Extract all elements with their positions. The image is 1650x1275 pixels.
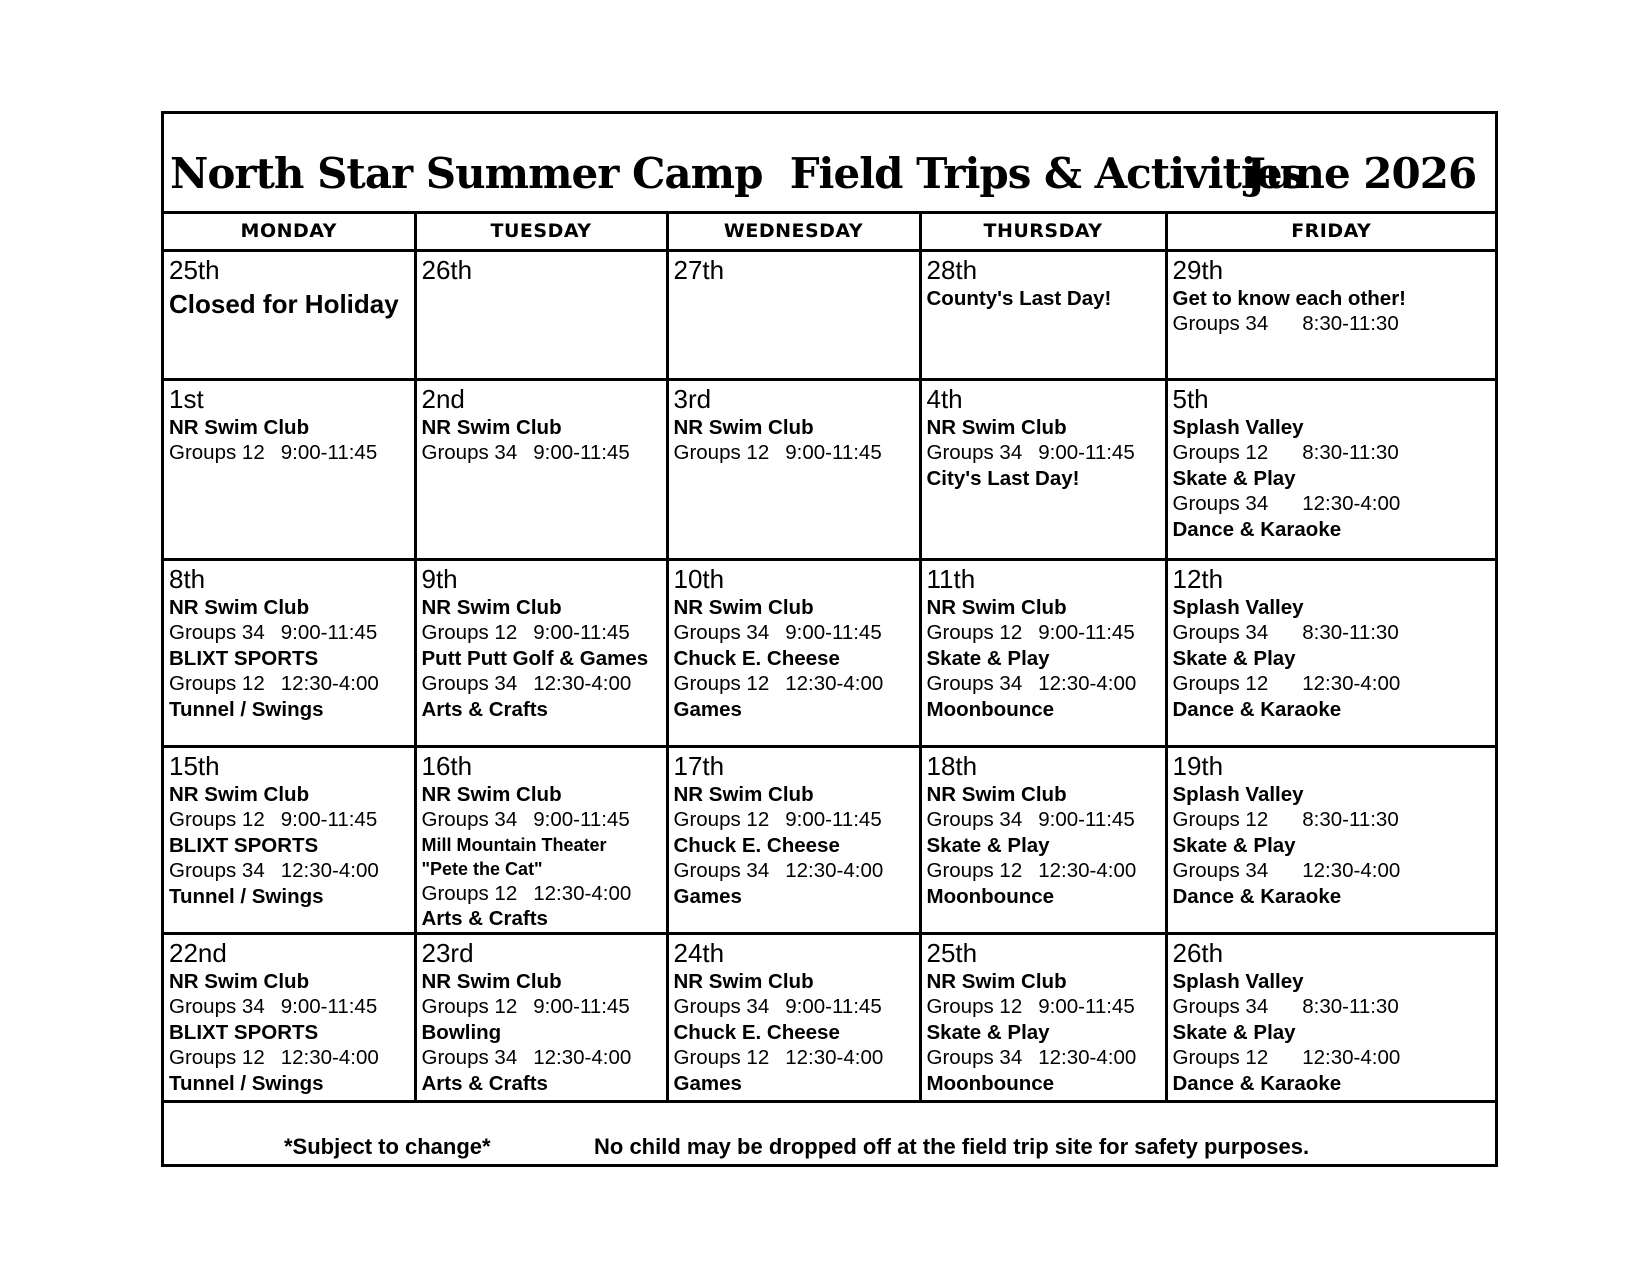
time-range: 9:00-11:45 xyxy=(1038,621,1135,644)
activity-line: NR Swim Club xyxy=(673,782,814,806)
group-schedule-line xyxy=(422,994,661,1020)
group-schedule-line xyxy=(1173,671,1491,697)
day-cell xyxy=(920,379,1166,559)
day-date: 1st xyxy=(169,383,204,414)
time-range: 9:00-11:45 xyxy=(1038,995,1135,1018)
day-cell xyxy=(1166,746,1495,933)
group-schedule-line xyxy=(422,807,661,833)
day-date: 15th xyxy=(169,750,220,781)
time-range: 9:00-11:45 xyxy=(280,808,378,831)
activity-line: Dance & Karaoke xyxy=(1172,517,1342,541)
activity-line: NR Swim Club xyxy=(926,782,1067,806)
group-label: Groups 34 xyxy=(673,995,770,1018)
subject-to-change-note: *Subject to change* xyxy=(284,1134,491,1159)
group-schedule-line xyxy=(169,807,409,833)
day-date: 16th xyxy=(421,750,473,781)
day-cell xyxy=(920,250,1166,379)
time-range: 9:00-11:45 xyxy=(1038,808,1135,831)
group-schedule-line xyxy=(169,440,409,466)
activity-line: Games xyxy=(673,1071,742,1095)
activity-line: Splash Valley xyxy=(1172,782,1304,806)
day-date: 24th xyxy=(673,937,725,968)
group-label: Groups 12 xyxy=(673,1046,770,1069)
time-range: 12:30-4:00 xyxy=(533,1046,632,1069)
day-cell xyxy=(667,250,920,379)
activity-line: NR Swim Club xyxy=(673,595,814,619)
day-cell xyxy=(415,559,667,746)
group-label: Groups 12 xyxy=(421,995,518,1018)
day-date: 27th xyxy=(673,254,725,285)
group-schedule-line xyxy=(422,620,661,646)
day-date: 3rd xyxy=(673,383,712,414)
activity-line: Tunnel / Swings xyxy=(169,1071,324,1095)
time-range: 12:30-4:00 xyxy=(1302,492,1401,515)
time-range: 12:30-4:00 xyxy=(1302,859,1401,882)
day-date: 9th xyxy=(421,563,458,594)
week-row xyxy=(164,250,1495,379)
day-cell xyxy=(164,379,415,559)
activity-line: NR Swim Club xyxy=(926,415,1067,439)
group-schedule-line xyxy=(674,1045,914,1071)
day-date: 10th xyxy=(673,563,725,594)
time-range: 8:30-11:30 xyxy=(1302,995,1399,1018)
group-label: Groups 34 xyxy=(673,621,770,644)
group-schedule-line xyxy=(422,881,661,907)
activity-line: NR Swim Club xyxy=(926,969,1067,993)
day-cell xyxy=(415,379,667,559)
group-label: Groups 34 xyxy=(1172,859,1269,882)
time-range: 9:00-11:45 xyxy=(533,808,630,831)
group-label: Groups 34 xyxy=(926,441,1023,464)
group-label: Groups 34 xyxy=(926,808,1023,831)
day-cell xyxy=(667,746,920,933)
group-label: Groups 12 xyxy=(1172,1046,1269,1069)
day-date: 28th xyxy=(926,254,978,285)
time-range: 12:30-4:00 xyxy=(785,672,884,695)
time-range: 12:30-4:00 xyxy=(785,1046,884,1069)
group-schedule-line xyxy=(422,1045,661,1071)
footer xyxy=(164,1100,1495,1164)
time-range: 8:30-11:30 xyxy=(1302,621,1399,644)
day-date: 26th xyxy=(421,254,473,285)
group-label: Groups 12 xyxy=(421,881,518,905)
day-date: 11th xyxy=(926,563,976,594)
group-label: Groups 12 xyxy=(926,621,1023,644)
activity-line: NR Swim Club xyxy=(169,969,310,993)
activity-line: BLIXT SPORTS xyxy=(169,646,319,670)
time-range: 12:30-4:00 xyxy=(785,859,884,882)
activity-line: Closed for Holiday xyxy=(169,288,399,319)
title-row xyxy=(164,114,1495,214)
day-cell xyxy=(920,559,1166,746)
day-cell xyxy=(1166,379,1495,559)
time-range: 12:30-4:00 xyxy=(533,881,632,905)
group-label: Groups 34 xyxy=(1172,995,1269,1018)
group-label: Groups 12 xyxy=(1172,808,1269,831)
activity-line: Chuck E. Cheese xyxy=(673,646,840,670)
time-range: 9:00-11:45 xyxy=(280,441,378,464)
week-row xyxy=(164,559,1495,746)
group-label: Groups 12 xyxy=(1172,441,1269,464)
activity-line: BLIXT SPORTS xyxy=(169,1020,319,1044)
activity-line: NR Swim Club xyxy=(421,782,562,806)
time-range: 9:00-11:45 xyxy=(533,995,630,1018)
activity-line: Skate & Play xyxy=(1172,833,1296,857)
time-range: 8:30-11:30 xyxy=(1302,312,1399,335)
day-date: 12th xyxy=(1172,563,1224,594)
activity-line: NR Swim Club xyxy=(673,415,814,439)
group-label: Groups 34 xyxy=(1172,492,1269,515)
activity-line: Mill Mountain Theater xyxy=(421,834,607,855)
day-date: 26th xyxy=(1172,937,1224,968)
calendar-grid xyxy=(164,214,1495,1103)
week-row xyxy=(164,379,1495,559)
group-label: Groups 34 xyxy=(169,859,265,882)
day-cell xyxy=(667,559,920,746)
activity-line: Dance & Karaoke xyxy=(1172,884,1342,908)
activity-line: Moonbounce xyxy=(926,697,1055,721)
day-cell xyxy=(1166,250,1495,379)
group-label: Groups 34 xyxy=(673,859,770,882)
activity-line: City's Last Day! xyxy=(926,466,1080,490)
day-date: 8th xyxy=(169,563,206,594)
group-label: Groups 12 xyxy=(169,808,265,831)
group-schedule-line xyxy=(927,807,1160,833)
group-schedule-line xyxy=(927,1045,1160,1071)
group-schedule-line xyxy=(927,671,1160,697)
activity-line: Skate & Play xyxy=(926,1020,1050,1044)
group-label: Groups 34 xyxy=(421,1046,518,1069)
group-schedule-line xyxy=(927,994,1160,1020)
activity-line: Chuck E. Cheese xyxy=(673,833,840,857)
group-schedule-line xyxy=(927,620,1160,646)
group-label: Groups 34 xyxy=(1172,312,1269,335)
activity-line: NR Swim Club xyxy=(169,415,310,439)
group-label: Groups 34 xyxy=(421,672,518,695)
activity-line: Chuck E. Cheese xyxy=(673,1020,840,1044)
time-range: 12:30-4:00 xyxy=(533,672,632,695)
group-schedule-line xyxy=(422,440,661,466)
day-date: 2nd xyxy=(421,383,465,414)
group-schedule-line xyxy=(927,858,1160,884)
day-date: 22nd xyxy=(169,937,227,968)
time-range: 9:00-11:45 xyxy=(533,621,630,644)
group-schedule-line xyxy=(674,807,914,833)
activity-line: Get to know each other! xyxy=(1172,286,1406,310)
day-cell xyxy=(164,933,415,1101)
group-schedule-line xyxy=(674,994,914,1020)
weekday-header: WEDNESDAY xyxy=(667,214,920,250)
activity-line: Dance & Karaoke xyxy=(1172,697,1342,721)
group-schedule-line xyxy=(422,671,661,697)
group-label: Groups 34 xyxy=(169,995,265,1018)
day-cell xyxy=(667,933,920,1101)
activity-line: Arts & Crafts xyxy=(421,907,548,930)
page-title: North Star Summer Camp Field Trips & Activities xyxy=(170,149,1305,198)
time-range: 9:00-11:45 xyxy=(785,621,882,644)
day-cell xyxy=(415,250,667,379)
activity-line: NR Swim Club xyxy=(421,969,562,993)
day-date: 5th xyxy=(1172,383,1209,414)
group-schedule-line xyxy=(1173,807,1491,833)
day-date: 29th xyxy=(1172,254,1224,285)
day-date: 18th xyxy=(926,750,978,781)
activity-line: BLIXT SPORTS xyxy=(169,833,319,857)
group-label: Groups 12 xyxy=(1172,672,1269,695)
group-label: Groups 12 xyxy=(926,859,1023,882)
activity-line: Dance & Karaoke xyxy=(1172,1071,1342,1095)
weekday-header-row xyxy=(164,214,1495,250)
group-label: Groups 12 xyxy=(169,672,265,695)
calendar-frame xyxy=(161,111,1498,1167)
time-range: 9:00-11:45 xyxy=(785,808,882,831)
group-label: Groups 12 xyxy=(169,441,265,464)
activity-line: "Pete the Cat" xyxy=(421,858,543,879)
group-schedule-line xyxy=(927,440,1160,466)
time-range: 12:30-4:00 xyxy=(1038,672,1137,695)
activity-line: Games xyxy=(673,884,742,908)
time-range: 9:00-11:45 xyxy=(533,441,630,464)
activity-line: Putt Putt Golf & Games xyxy=(421,646,649,670)
activity-line: Skate & Play xyxy=(926,833,1050,857)
activity-line: NR Swim Club xyxy=(169,595,310,619)
group-label: Groups 12 xyxy=(926,995,1023,1018)
group-schedule-line xyxy=(169,1045,409,1071)
day-cell xyxy=(667,379,920,559)
day-cell xyxy=(415,933,667,1101)
day-cell xyxy=(164,746,415,933)
time-range: 12:30-4:00 xyxy=(280,672,379,695)
activity-line: Skate & Play xyxy=(926,646,1050,670)
group-schedule-line xyxy=(1173,440,1491,466)
group-label: Groups 34 xyxy=(926,1046,1023,1069)
group-schedule-line xyxy=(1173,858,1491,884)
activity-line: Arts & Crafts xyxy=(421,697,548,721)
activity-line: Moonbounce xyxy=(926,884,1055,908)
time-range: 8:30-11:30 xyxy=(1302,808,1399,831)
safety-note: No child may be dropped off at the field trip site for safety purposes. xyxy=(594,1134,1310,1159)
week-row xyxy=(164,746,1495,933)
time-range: 12:30-4:00 xyxy=(280,1046,379,1069)
month-label: June 2026 xyxy=(1246,149,1477,198)
time-range: 9:00-11:45 xyxy=(280,621,378,644)
time-range: 12:30-4:00 xyxy=(1302,672,1401,695)
day-date: 19th xyxy=(1172,750,1224,781)
activity-line: Splash Valley xyxy=(1172,969,1304,993)
group-label: Groups 34 xyxy=(421,808,518,831)
group-label: Groups 12 xyxy=(673,441,770,464)
activity-line: Skate & Play xyxy=(1172,646,1296,670)
group-label: Groups 12 xyxy=(421,621,518,644)
time-range: 12:30-4:00 xyxy=(1038,859,1137,882)
activity-line: Tunnel / Swings xyxy=(169,884,324,908)
time-range: 9:00-11:45 xyxy=(785,441,882,464)
activity-line: NR Swim Club xyxy=(421,595,562,619)
time-range: 8:30-11:30 xyxy=(1302,441,1399,464)
group-label: Groups 34 xyxy=(926,672,1023,695)
time-range: 12:30-4:00 xyxy=(280,859,379,882)
activity-line: Tunnel / Swings xyxy=(169,697,324,721)
day-cell xyxy=(1166,559,1495,746)
weekday-header: THURSDAY xyxy=(920,214,1166,250)
group-label: Groups 12 xyxy=(673,808,770,831)
time-range: 9:00-11:45 xyxy=(280,995,378,1018)
group-schedule-line xyxy=(169,671,409,697)
weekday-header: TUESDAY xyxy=(415,214,667,250)
day-date: 25th xyxy=(926,937,978,968)
activity-line: Moonbounce xyxy=(926,1071,1055,1095)
group-schedule-line xyxy=(169,620,409,646)
activity-line: NR Swim Club xyxy=(926,595,1067,619)
activity-line: NR Swim Club xyxy=(673,969,814,993)
weekday-header: FRIDAY xyxy=(1166,214,1495,250)
group-schedule-line xyxy=(674,440,914,466)
activity-line: Arts & Crafts xyxy=(421,1071,548,1095)
group-label: Groups 34 xyxy=(421,441,518,464)
group-label: Groups 34 xyxy=(1172,621,1269,644)
group-label: Groups 34 xyxy=(169,621,265,644)
day-cell xyxy=(164,559,415,746)
week-row xyxy=(164,933,1495,1101)
group-schedule-line xyxy=(169,994,409,1020)
activity-line: Splash Valley xyxy=(1172,415,1304,439)
group-label: Groups 12 xyxy=(673,672,770,695)
activity-line: County's Last Day! xyxy=(926,286,1112,310)
activity-line: Bowling xyxy=(421,1020,502,1044)
activity-line: Splash Valley xyxy=(1172,595,1304,619)
day-date: 17th xyxy=(673,750,725,781)
time-range: 9:00-11:45 xyxy=(1038,441,1135,464)
day-cell xyxy=(920,933,1166,1101)
day-date: 4th xyxy=(926,383,963,414)
group-schedule-line xyxy=(1173,994,1491,1020)
activity-line: NR Swim Club xyxy=(169,782,310,806)
group-schedule-line xyxy=(1173,491,1491,517)
group-schedule-line xyxy=(674,671,914,697)
day-cell xyxy=(164,250,415,379)
group-schedule-line xyxy=(169,858,409,884)
time-range: 9:00-11:45 xyxy=(785,995,882,1018)
weekday-header: MONDAY xyxy=(164,214,415,250)
day-cell xyxy=(920,746,1166,933)
activity-line: NR Swim Club xyxy=(421,415,562,439)
activity-line: Games xyxy=(673,697,742,721)
day-date: 23rd xyxy=(421,937,474,968)
group-schedule-line xyxy=(1173,620,1491,646)
group-schedule-line xyxy=(674,620,914,646)
time-range: 12:30-4:00 xyxy=(1302,1046,1401,1069)
day-cell xyxy=(1166,933,1495,1101)
activity-line: Skate & Play xyxy=(1172,1020,1296,1044)
group-schedule-line xyxy=(674,858,914,884)
activity-line: Skate & Play xyxy=(1172,466,1296,490)
group-schedule-line xyxy=(1173,311,1491,337)
group-schedule-line xyxy=(1173,1045,1491,1071)
time-range: 12:30-4:00 xyxy=(1038,1046,1137,1069)
day-date: 25th xyxy=(169,254,220,285)
group-label: Groups 12 xyxy=(169,1046,265,1069)
day-cell xyxy=(415,746,667,933)
